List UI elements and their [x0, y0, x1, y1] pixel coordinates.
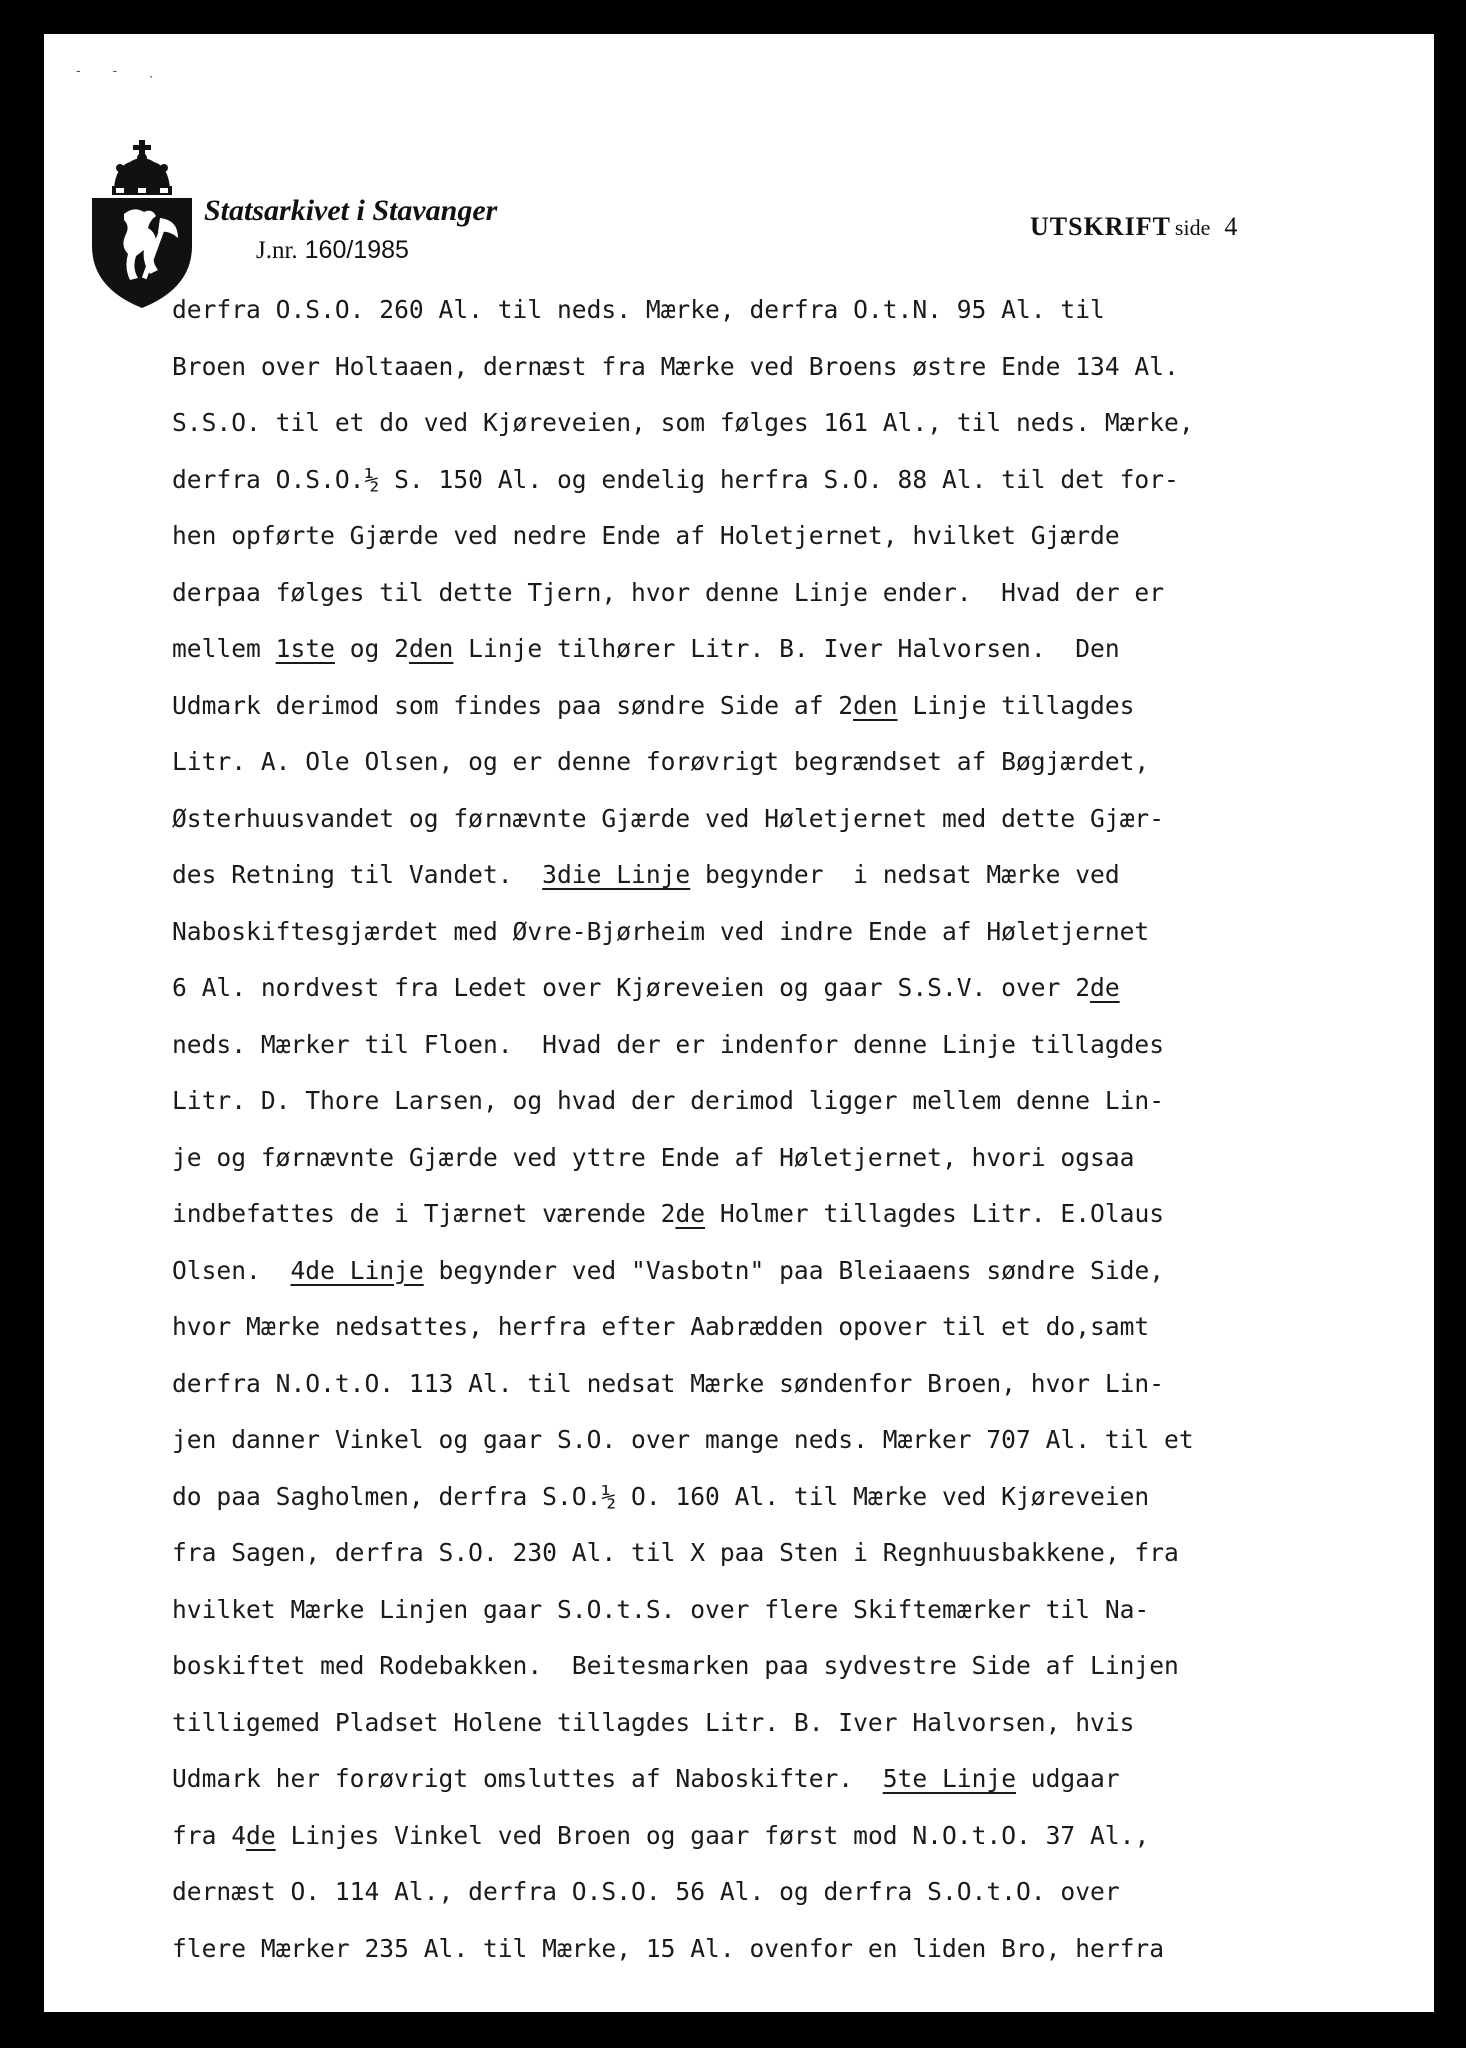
text-segment: udgaar [1016, 1764, 1120, 1793]
text-line [172, 452, 1422, 509]
text-segment: derfra O.S.O. 260 Al. til neds. Mærke, derfra O.t.N. 95 Al. til [172, 295, 1105, 324]
text-segment: 6 Al. nordvest fra Ledet over Kjøreveien og gaar S.S.V. over 2 [172, 973, 1091, 1002]
text-line [172, 565, 1422, 622]
journal-reference [256, 236, 409, 265]
text-segment: Broen over Holtaaen, dernæst fra Mærke ved Broens østre Ende 134 Al. [172, 351, 1179, 381]
text-segment: derfra O.S.O.½ S. 150 Al. og endelig herfra S.O. 88 Al. til det for- [172, 464, 1179, 494]
journal-number: 160/1985 [304, 236, 409, 264]
text-segment: Litr. D. Thore Larsen, og hvad der derimod ligger mellem denne Lin- [172, 1086, 1165, 1115]
text-segment: derpaa følges til dette Tjern, hvor denne Linje ender. Hvad der er [172, 577, 1165, 607]
text-segment: begynder ved "Vasbotn" paa Bleiaaens søndre Side, [423, 1255, 1165, 1285]
text-line [172, 1243, 1422, 1300]
text-line [172, 1921, 1422, 1978]
text-segment: Litr. A. Ole Olsen, og er denne forøvrigt begrændset af Bøgjærdet, [172, 747, 1150, 776]
page-number: 4 [1224, 212, 1238, 241]
text-line [172, 339, 1422, 396]
text-line [172, 1412, 1422, 1469]
text-line [172, 791, 1422, 848]
text-segment: S.S.O. til et do ved Kjøreveien, som følges 161 Al., til neds. Mærke, [172, 408, 1194, 437]
text-segment: je og førnævnte Gjærde ved yttre Ende af Høletjernet, hvori ogsaa [172, 1142, 1135, 1172]
text-segment: fra Sagen, derfra S.O. 230 Al. til X paa Sten i Regnhuusbakkene, fra [172, 1538, 1179, 1567]
transcript-body [172, 282, 1422, 1977]
text-segment: Udmark derimod som findes paa søndre Side af 2 [172, 690, 854, 720]
text-segment: Østerhuusvandet og førnævnte Gjærde ved Høletjernet med dette Gjær- [172, 803, 1165, 833]
underlined-text: 3die Linje [542, 860, 691, 889]
text-line [172, 1186, 1422, 1243]
transcript-page-label [1030, 212, 1237, 242]
underlined-text: 1ste [275, 634, 335, 663]
text-line [172, 395, 1422, 452]
text-line [172, 1017, 1422, 1074]
text-line [172, 678, 1422, 735]
underlined-text: 4de Linje [290, 1255, 424, 1285]
text-segment: hvor Mærke nedsattes, herfra efter Aabrædden opover til et do,samt [172, 1312, 1150, 1341]
text-line [172, 1299, 1422, 1356]
text-line [172, 960, 1422, 1017]
underlined-text: de [246, 1820, 276, 1850]
text-segment: mellem [172, 634, 276, 663]
text-line [172, 1808, 1422, 1865]
text-segment: Olsen. [172, 1255, 291, 1285]
text-segment: do paa Sagholmen, derfra S.O.½ O. 160 Al. til Mærke ved Kjøreveien [172, 1481, 1150, 1511]
text-segment: Udmark her forøvrigt omsluttes af Naboskifter. [172, 1764, 883, 1793]
text-line [172, 621, 1422, 678]
text-line [172, 904, 1422, 961]
text-segment: des Retning til Vandet. [172, 860, 543, 889]
text-segment: derfra N.O.t.O. 113 Al. til nedsat Mærke søndenfor Broen, hvor Lin- [172, 1368, 1165, 1398]
text-line [172, 1130, 1422, 1187]
document-page [44, 34, 1434, 2012]
text-line [172, 734, 1422, 791]
text-segment: Linje tillagdes [897, 690, 1135, 720]
text-segment: fra 4 [172, 1820, 247, 1850]
text-line [172, 1073, 1422, 1130]
text-line [172, 508, 1422, 565]
text-segment: begynder i nedsat Mærke ved [690, 860, 1120, 889]
text-segment: flere Mærker 235 Al. til Mærke, 15 Al. ovenfor en liden Bro, herfra [172, 1933, 1165, 1963]
text-segment: hvilket Mærke Linjen gaar S.O.t.S. over flere Skiftemærker til Na- [172, 1594, 1150, 1624]
side-label: side [1174, 215, 1211, 240]
text-line [172, 1695, 1422, 1752]
text-segment: hen opførte Gjærde ved nedre Ende af Holetjernet, hvilket Gjærde [172, 521, 1120, 550]
text-segment: Holmer tillagdes Litr. E.Olaus [705, 1199, 1165, 1228]
text-line [172, 1525, 1422, 1582]
text-segment: indbefattes de i Tjærnet værende 2 [172, 1199, 676, 1228]
text-segment: og 2 [334, 634, 409, 663]
text-segment: boskiftet med Rodebakken. Beitesmarken paa sydvestre Side af Linjen [172, 1651, 1179, 1680]
text-line [172, 282, 1422, 339]
underlined-text: 5te Linje [882, 1764, 1016, 1793]
text-segment: neds. Mærker til Floen. Hvad der er indenfor denne Linje tillagdes [172, 1029, 1165, 1059]
text-line [172, 1751, 1422, 1808]
text-line [172, 847, 1422, 904]
scan-specks: ‐ ‐ ˎ [76, 62, 168, 78]
text-line [172, 1638, 1422, 1695]
text-segment: Linje tilhører Litr. B. Iver Halvorsen. Den [453, 634, 1120, 663]
text-segment: jen danner Vinkel og gaar S.O. over mange neds. Mærker 707 Al. til et [172, 1425, 1194, 1454]
text-line [172, 1469, 1422, 1526]
text-segment: dernæst O. 114 Al., derfra O.S.O. 56 Al. og derfra S.O.t.O. over [172, 1877, 1120, 1906]
journal-label: J.nr. [256, 237, 298, 264]
underlined-text: de [1090, 973, 1120, 1002]
text-segment: Naboskiftesgjærdet med Øvre-Bjørheim ved indre Ende af Høletjernet [172, 916, 1150, 946]
institution-name: Statsarkivet i Stavanger [204, 194, 498, 227]
underlined-text: de [675, 1199, 706, 1228]
text-line [172, 1356, 1422, 1413]
text-line [172, 1864, 1422, 1921]
underlined-text: den [408, 634, 454, 663]
transcript-label: UTSKRIFT [1030, 212, 1171, 241]
underlined-text: den [853, 690, 898, 720]
text-segment: tilligemed Pladset Holene tillagdes Litr. B. Iver Halvorsen, hvis [172, 1707, 1135, 1737]
text-segment: Linjes Vinkel ved Broen og gaar først mod N.O.t.O. 37 Al., [275, 1820, 1150, 1850]
text-line [172, 1582, 1422, 1639]
